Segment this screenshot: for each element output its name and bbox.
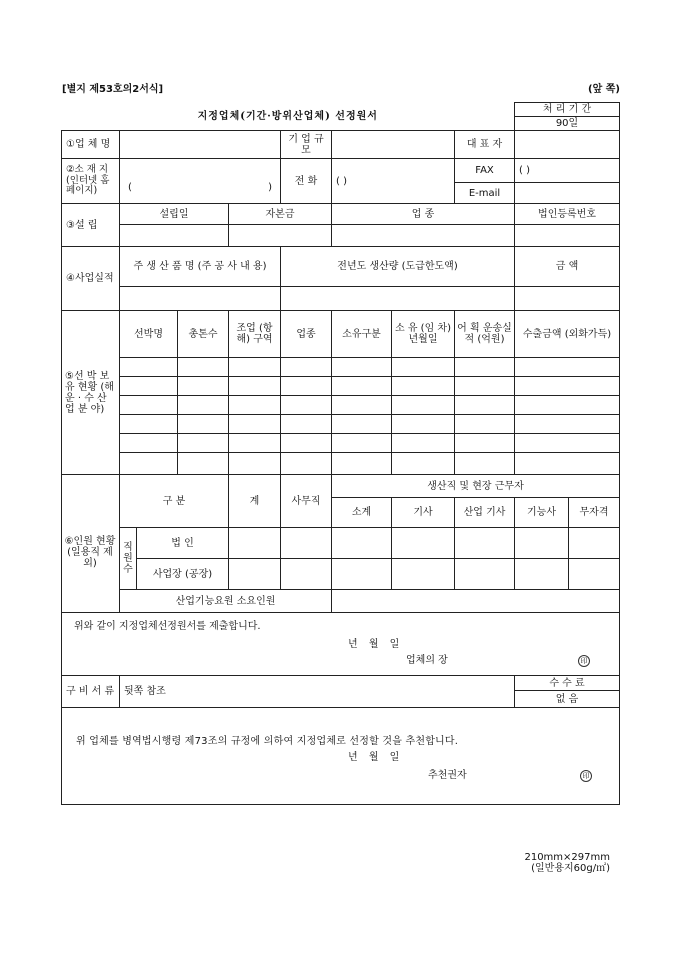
ship-cell[interactable] (455, 396, 515, 415)
ship-cell[interactable] (392, 358, 455, 377)
company-size-label: 기 업 규 모 (281, 131, 332, 159)
email-field[interactable] (515, 183, 620, 204)
ship-cell[interactable] (455, 415, 515, 434)
ship-row (62, 415, 620, 434)
skill-required-label: 산업기능요원 소요인원 (120, 590, 332, 613)
ship-cell[interactable] (455, 453, 515, 475)
gross-tonnage-header: 총톤수 (178, 311, 229, 358)
amount-field[interactable] (515, 287, 620, 311)
capital-field[interactable] (229, 225, 332, 247)
ship-cell[interactable] (455, 377, 515, 396)
ship-cell[interactable] (178, 377, 229, 396)
personnel-cell[interactable] (229, 559, 281, 590)
location-paren-close: ) (268, 181, 272, 193)
ship-cell[interactable] (281, 377, 332, 396)
ship-cell[interactable] (515, 396, 620, 415)
form-title: 지정업체(기간·방위산업체) 선정원서 (62, 103, 515, 131)
personnel-cell[interactable] (392, 559, 455, 590)
ship-cell[interactable] (515, 453, 620, 475)
business-record-label: ④사업실적 (62, 247, 120, 311)
personnel-cell[interactable] (455, 559, 515, 590)
documents-value: 뒷쪽 참조 (120, 676, 515, 708)
founding-date-field[interactable] (120, 225, 229, 247)
ship-cell[interactable] (332, 358, 392, 377)
ownership-date-header: 소 유 (임 차) 년월일 (392, 311, 455, 358)
category-header: 구 분 (120, 475, 229, 528)
ship-name-header: 선박명 (120, 311, 178, 358)
ceo-label: 대 표 자 (455, 131, 515, 159)
paper-type: (일반용지60g/㎡) (531, 863, 610, 874)
ship-cell[interactable] (178, 434, 229, 453)
declaration-text: 위와 같이 지정업체선정원서를 제출합니다. (74, 621, 261, 632)
total-header: 계 (229, 475, 281, 528)
homepage-label-text: (인터넷 홈페이지) (66, 174, 110, 197)
ship-cell[interactable] (515, 415, 620, 434)
ship-row (62, 434, 620, 453)
production-header: 생산직 및 현장 근무자 (332, 475, 620, 498)
personnel-cell[interactable] (332, 528, 392, 559)
ship-cell[interactable] (120, 453, 178, 475)
location-paren-open: ( (128, 181, 132, 193)
form-number: [별지 제53호의2서식] (62, 84, 164, 95)
industry-header: 업 종 (332, 204, 515, 225)
ship-cell[interactable] (332, 415, 392, 434)
fax-field[interactable]: ( ) (515, 159, 620, 183)
ship-cell[interactable] (178, 453, 229, 475)
ship-cell[interactable] (229, 453, 281, 475)
ownership-type-header: 소유구분 (332, 311, 392, 358)
paper-size: 210mm×297mm (524, 852, 610, 863)
fee-value: 없 음 (515, 691, 620, 708)
location-field[interactable] (120, 159, 281, 204)
ship-cell[interactable] (455, 434, 515, 453)
personnel-cell[interactable] (569, 528, 620, 559)
ship-cell[interactable] (281, 415, 332, 434)
ship-row (62, 358, 620, 377)
company-size-field[interactable] (332, 131, 455, 159)
ship-row (62, 377, 620, 396)
ship-cell[interactable] (120, 434, 178, 453)
application-form-table (61, 102, 620, 805)
email-label: E-mail (455, 183, 515, 204)
fax-label: FAX (455, 159, 515, 183)
ship-cell[interactable] (281, 453, 332, 475)
recommendation-signer: 추천권자 (428, 770, 467, 781)
ship-cell[interactable] (332, 434, 392, 453)
workplace-label: 사업장 (공장) (137, 559, 229, 590)
personnel-cell[interactable] (515, 559, 569, 590)
company-name-field[interactable] (120, 131, 281, 159)
personnel-cell[interactable] (515, 528, 569, 559)
fee-label: 수 수 료 (515, 676, 620, 691)
industrial-engineer-header: 산업 기사 (455, 498, 515, 528)
office-header: 사무직 (281, 475, 332, 528)
ship-cell[interactable] (178, 415, 229, 434)
establishment-label: ③설 립 (62, 204, 120, 247)
personnel-cell[interactable] (392, 528, 455, 559)
ship-cell[interactable] (229, 434, 281, 453)
personnel-cell[interactable] (569, 559, 620, 590)
ship-cell[interactable] (332, 453, 392, 475)
ceo-field[interactable] (515, 131, 620, 159)
declaration-signer: 업체의 장 (406, 655, 448, 666)
personnel-cell[interactable] (281, 559, 332, 590)
corp-reg-number-header: 법인등록번호 (515, 204, 620, 225)
location-label (62, 159, 120, 204)
ship-cell[interactable] (229, 396, 281, 415)
ship-cell[interactable] (515, 358, 620, 377)
page-side-label: (앞 쪽) (588, 84, 620, 95)
ship-row (62, 453, 620, 475)
personnel-cell[interactable] (229, 528, 281, 559)
ship-cell[interactable] (392, 415, 455, 434)
personnel-cell[interactable] (455, 528, 515, 559)
recommendation-seal-icon: 印 (580, 770, 592, 782)
prev-year-production-header: 전년도 생산량 (도급한도액) (281, 247, 515, 287)
corporation-label: 법 인 (137, 528, 229, 559)
ship-cell[interactable] (392, 434, 455, 453)
ship-cell[interactable] (229, 377, 281, 396)
ship-cell[interactable] (392, 377, 455, 396)
ship-cell[interactable] (332, 377, 392, 396)
prev-year-production-field[interactable] (281, 287, 515, 311)
ship-cell[interactable] (281, 434, 332, 453)
ship-cell[interactable] (229, 358, 281, 377)
ship-industry-header: 업종 (281, 311, 332, 358)
ship-cell[interactable] (392, 396, 455, 415)
declaration-block (62, 613, 620, 676)
documents-label: 구 비 서 류 (62, 676, 120, 708)
declaration-seal-icon: 印 (578, 655, 590, 667)
ship-row (62, 396, 620, 415)
personnel-label: ⑥인원 현황 (일용직 제외) (62, 475, 120, 613)
ship-cell[interactable] (515, 377, 620, 396)
phone-field[interactable]: ( ) (332, 159, 455, 204)
paper-spec (480, 852, 610, 874)
engineer-header: 기사 (392, 498, 455, 528)
ship-cell[interactable] (120, 358, 178, 377)
subtotal-header: 소계 (332, 498, 392, 528)
location-label-text: ②소 재 지 (66, 164, 109, 176)
ship-cell[interactable] (281, 358, 332, 377)
amount-header: 금 액 (515, 247, 620, 287)
recommendation-date: 년 월 일 (348, 752, 400, 763)
ship-cell[interactable] (281, 396, 332, 415)
catch-transport-header: 어 획 운송실적 (억원) (455, 311, 515, 358)
operating-area-header: 조업 (항해) 구역 (229, 311, 281, 358)
personnel-cell[interactable] (281, 528, 332, 559)
ship-cell[interactable] (229, 415, 281, 434)
ships-label: ⑤선 박 보유 현황 (해 운 · 수 산 업 분 야) (62, 311, 120, 475)
skill-required-field[interactable] (332, 590, 620, 613)
ship-cell[interactable] (178, 396, 229, 415)
ship-cell[interactable] (120, 415, 178, 434)
processing-period-label: 처 리 기 간 (515, 103, 620, 117)
founding-date-header: 설립일 (120, 204, 229, 225)
capital-header: 자본금 (229, 204, 332, 225)
ship-cell[interactable] (392, 453, 455, 475)
company-name-label: ①업 체 명 (62, 131, 120, 159)
ship-cell[interactable] (332, 396, 392, 415)
craftsman-header: 기능사 (515, 498, 569, 528)
ship-cell[interactable] (515, 434, 620, 453)
recommendation-text: 위 업체를 병역법시행령 제73조의 규정에 의하여 지정업체로 선정할 것을 추천합니다. (76, 736, 459, 747)
declaration-date: 년 월 일 (348, 639, 400, 650)
ship-cell[interactable] (120, 396, 178, 415)
staff-count-label: 직 원 수 (120, 528, 137, 590)
personnel-cell[interactable] (332, 559, 392, 590)
ship-cell[interactable] (120, 377, 178, 396)
recommendation-block (62, 708, 620, 805)
ship-cell[interactable] (178, 358, 229, 377)
processing-period-value: 90일 (515, 117, 620, 131)
unqualified-header: 무자격 (569, 498, 620, 528)
main-product-field[interactable] (120, 287, 281, 311)
industry-field[interactable] (332, 225, 515, 247)
phone-label: 전 화 (281, 159, 332, 204)
main-product-header: 주 생 산 품 명 (주 공 사 내 용) (120, 247, 281, 287)
corp-reg-number-field[interactable] (515, 225, 620, 247)
ship-cell[interactable] (455, 358, 515, 377)
export-amount-header: 수출금액 (외화가득) (515, 311, 620, 358)
